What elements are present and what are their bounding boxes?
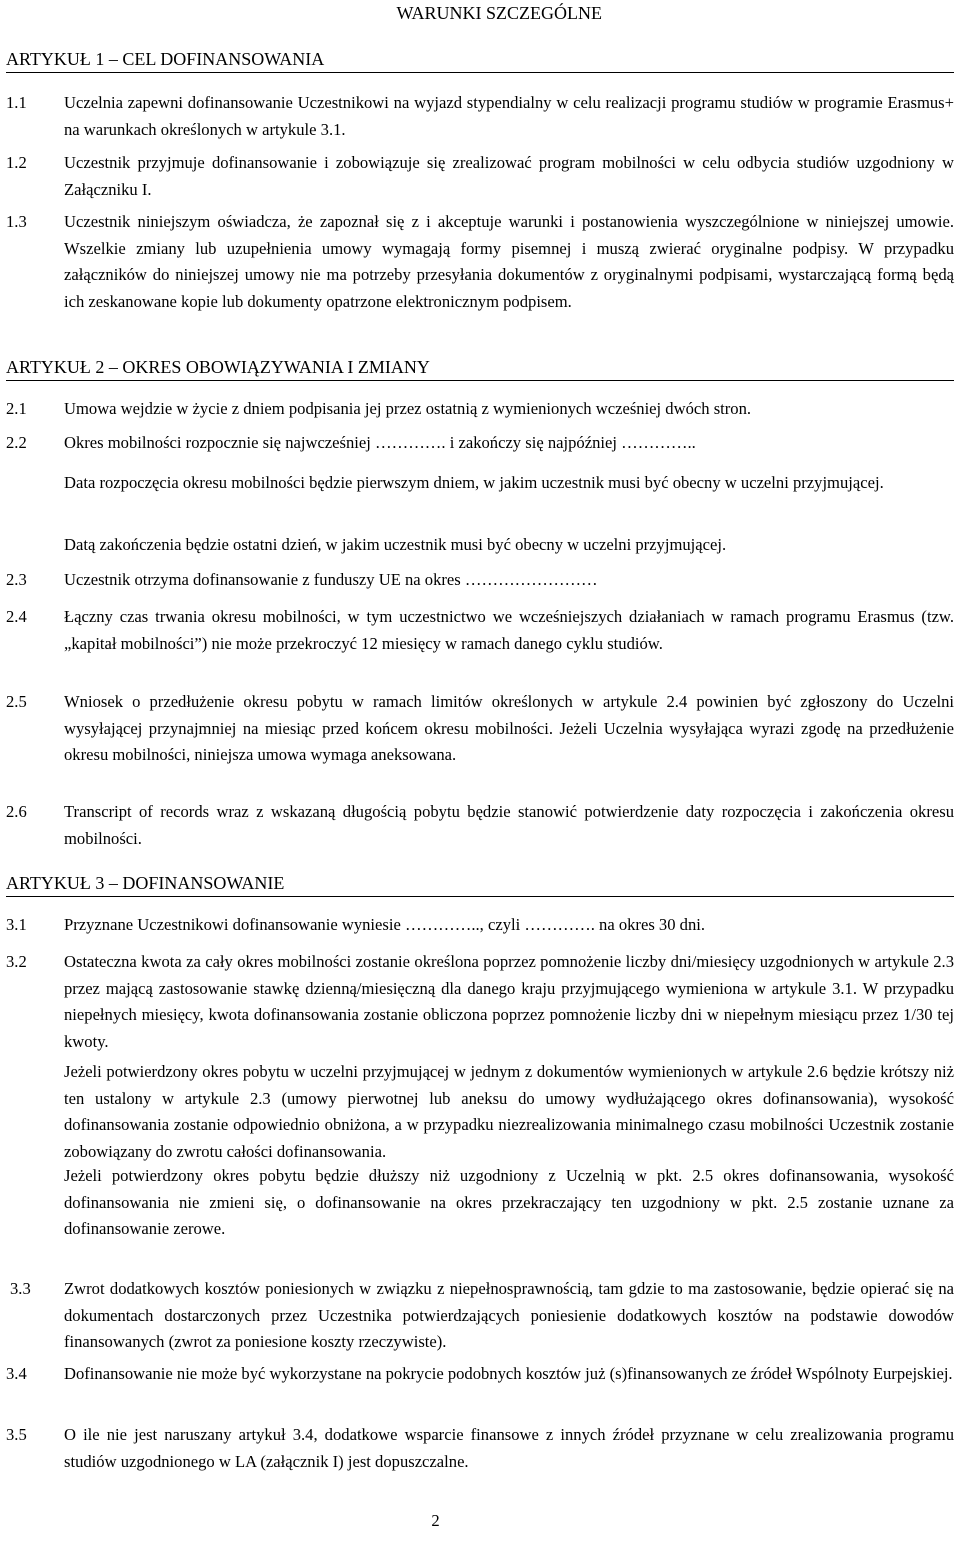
- clause-number: 3.5: [6, 1425, 27, 1444]
- clause-number: 1.3: [6, 212, 27, 231]
- clause-3-5: [0, 1422, 954, 1475]
- clause-2-1: [0, 396, 954, 423]
- paragraph-2-2-start-date: [0, 470, 954, 497]
- clause-number: 2.4: [6, 607, 27, 626]
- clause-2-4: [0, 604, 954, 657]
- clause-2-6: [0, 799, 954, 852]
- clause-text: O ile nie jest naruszany artykuł 3.4, dodatkowe wsparcie finansowe z innych źródeł przyznane w celu zrealizowania programu studiów uzgodnionego w LA (załącznik I) jest dopuszczalne.: [64, 1425, 954, 1471]
- paragraph-text: Data rozpoczęcia okresu mobilności będzie pierwszym dniem, w jakim uczestnik musi być obecny w uczelni przyjmującej.: [64, 473, 884, 492]
- clause-number: 2.2: [6, 433, 27, 452]
- clause-number: 3.2: [6, 952, 27, 971]
- page-number: 2: [431, 1511, 440, 1530]
- clause-text: Okres mobilności rozpocznie się najwcześniej …………. i zakończy się najpóźniej …………..: [64, 433, 696, 452]
- clause-text: Uczestnik niniejszym oświadcza, że zapoznał się z i akceptuje warunki i postanowienia wyszczególnione w niniejszej umowie. Wszelkie zmiany lub uzupełnienia umowy wymagają formy pisemnej i muszą zwierać oryginalne podpisy. W przypadku załączników do niniejszej umowy nie ma potrzeby przesyłania dokumentów z oryginalnymi podpisami, wystarczającą formą będą ich zeskanowane kopie lub dokumenty opatrzone elektronicznym podpisem.: [64, 212, 954, 311]
- clause-text: Dofinansowanie nie może być wykorzystane na pokrycie podobnych kosztów już (s)finansowanych ze źródeł Wspólnoty Eurpejskiej.: [64, 1364, 953, 1383]
- clause-number: 2.1: [6, 399, 27, 418]
- paragraph-text: Jeżeli potwierdzony okres pobytu będzie dłuższy niż uzgodniony z Uczelnią w pkt. 2.5 okres dofinansowania, wysokość dofinansowania nie zmieni się, o dofinansowanie na okres przekraczający ten uzgodniony w pkt. 2.5 zostanie uznane za dofinansowanie zerowe.: [64, 1166, 954, 1238]
- clause-text: Uczelnia zapewni dofinansowanie Uczestnikowi na wyjazd stypendialny w celu realizacji programu studiów w programie Erasmus+ na warunkach określonych w artykule 3.1.: [64, 93, 954, 139]
- paragraph-text: Datą zakończenia będzie ostatni dzień, w jakim uczestnik musi być obecny w uczelni przyjmującej.: [64, 535, 727, 554]
- clause-3-3: [0, 1276, 954, 1356]
- paragraph-3-2-longer-stay: [0, 1163, 954, 1243]
- clause-3-4: [0, 1361, 954, 1388]
- clause-text: Uczestnik przyjmuje dofinansowanie i zobowiązuje się zrealizować program mobilności w celu odbycia studiów uzgodniony w Załączniku I.: [64, 153, 954, 199]
- paragraph-text: Jeżeli potwierdzony okres pobytu w uczelni przyjmującej w jednym z dokumentów wymienionych w artykule 2.6 będzie krótszy niż ten ustalony w artykule 2.3 (umowy pierwotnej lub aneksu do umowy wydłużającego okres dofinansowania), wysokość dofinansowania zostanie odpowiednio obniżona, a w przypadku niezrealizowania minimalnego czasu mobilności Uczestnik zostanie zobowiązany do zwrotu całości dofinansowania.: [64, 1062, 954, 1161]
- page-title: WARUNKI SZCZEGÓLNE: [396, 3, 602, 23]
- clause-text: Uczestnik otrzyma dofinansowanie z funduszy UE na okres ……………………: [64, 570, 598, 589]
- article-1-heading: ARTYKUŁ 1 – CEL DOFINANSOWANIA: [6, 48, 954, 73]
- clause-2-2: [0, 430, 954, 457]
- paragraph-2-2-end-date: [0, 532, 954, 559]
- clause-text: Ostateczna kwota za cały okres mobilności zostanie określona poprzez pomnożenie liczby dni/miesięcy uzgodnionych w artykule 2.3 przez mającą zastosowanie stawkę dzienną/miesięczną dla danego kraju przyjmującego wymieniona w artykule 3.1. W przypadku niepełnych miesięcy, kwota dofinansowania zostanie obliczona poprzez pomnożenie liczby dni w niepełnym miesiącu przez 1/30 tej kwoty.: [64, 952, 954, 1051]
- article-3-heading: ARTYKUŁ 3 – DOFINANSOWANIE: [6, 872, 954, 897]
- clause-number: 2.5: [6, 692, 27, 711]
- clause-text: Umowa wejdzie w życie z dniem podpisania jej przez ostatnią z wymienionych wcześniej dwóch stron.: [64, 399, 752, 418]
- clause-number: 1.2: [6, 153, 27, 172]
- clause-number: 3.4: [6, 1364, 27, 1383]
- clause-1-3: [0, 209, 954, 315]
- clause-number: 2.6: [6, 802, 27, 821]
- clause-number: 3.1: [6, 915, 27, 934]
- clause-number: 2.3: [6, 570, 27, 589]
- clause-text: Przyznane Uczestnikowi dofinansowanie wyniesie ………….., czyli …………. na okres 30 dni.: [64, 915, 706, 934]
- article-2-heading: ARTYKUŁ 2 – OKRES OBOWIĄZYWANIA I ZMIANY: [6, 356, 954, 381]
- clause-2-3: [0, 567, 954, 594]
- clause-1-2: [0, 150, 954, 203]
- clause-text: Łączny czas trwania okresu mobilności, w tym uczestnictwo we wcześniejszych działaniach w ramach programu Erasmus (tzw. „kapitał mobilności”) nie może przekroczyć 12 miesięcy w ramach danego cyklu studiów.: [64, 607, 954, 653]
- paragraph-3-2-shorter-stay: [0, 1059, 954, 1165]
- clause-number: 3.3: [10, 1279, 31, 1298]
- clause-text: Zwrot dodatkowych kosztów poniesionych w związku z niepełnosprawnością, tam gdzie to ma zastosowanie, będzie opierać się na dokumentach dostarczonych przez Uczestnika potwierdzających poniesienie dodatkowych kosztów na podstawie dowodów finansowanych (zwrot za poniesione koszty rzeczywiste).: [64, 1279, 954, 1351]
- clause-1-1: [0, 90, 954, 143]
- clause-number: 1.1: [6, 93, 27, 112]
- clause-text: Transcript of records wraz z wskazaną długością pobytu będzie stanowić potwierdzenie daty rozpoczęcia i zakończenia okresu mobilności.: [64, 802, 954, 848]
- clause-3-1: [0, 912, 954, 939]
- clause-text: Wniosek o przedłużenie okresu pobytu w ramach limitów określonych w artykule 2.4 powinien być zgłoszony do Uczelni wysyłającej przynajmniej na miesiąc przed końcem okresu mobilności. Jeżeli Uczelnia wysyłająca wyrazi zgodę na przedłużenie okresu mobilności, niniejsza umowa wymaga aneksowana.: [64, 692, 954, 764]
- clause-2-5: [0, 689, 954, 769]
- clause-3-2: [0, 949, 954, 1055]
